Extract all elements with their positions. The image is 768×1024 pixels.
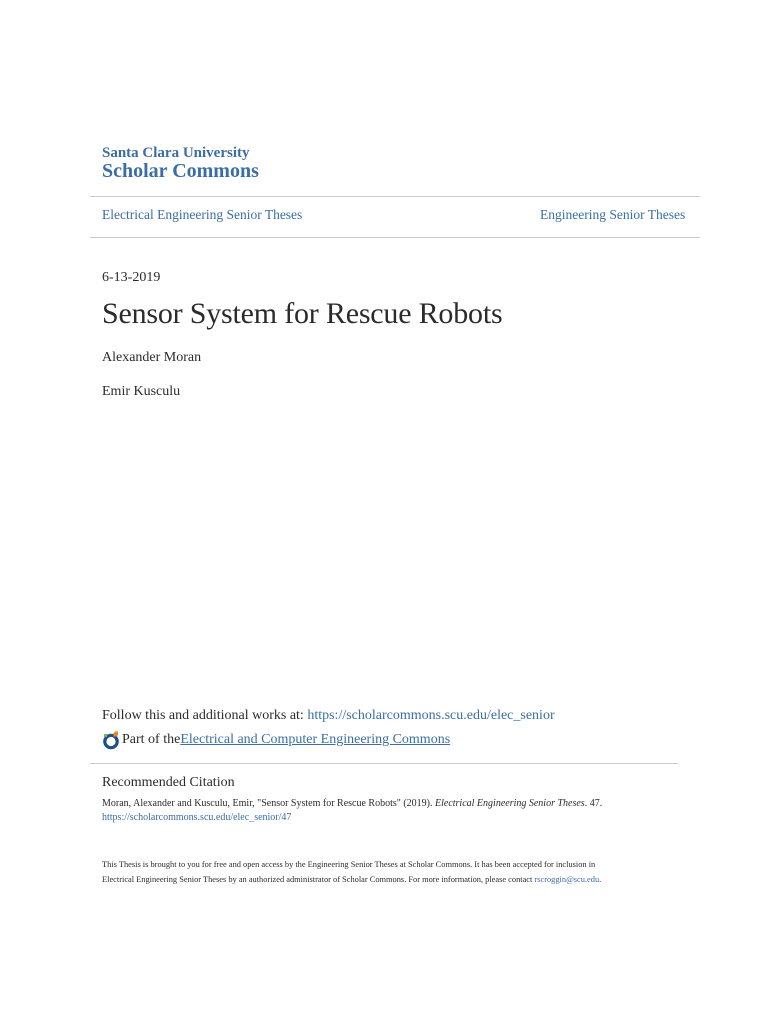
divider-citation (90, 763, 678, 764)
divider-top (90, 196, 700, 197)
series-link-elec[interactable]: Electrical Engineering Senior Theses (102, 207, 303, 222)
notice-line-1: This Thesis is brought to you for free and open access by the Engineering Senior Theses at Scholar Commons. It has been accepted for inclusion in (102, 860, 596, 869)
notice-line-2: Electrical Engineering Senior Theses by an authorized administrator of Scholar Commons. For more information, please contact (102, 875, 535, 884)
publication-date: 6-13-2019 (102, 270, 161, 285)
part-of-prefix: Part of the (122, 732, 181, 747)
bepress-commons-icon (102, 730, 120, 750)
citation-heading: Recommended Citation (102, 775, 235, 790)
part-of-line (102, 730, 450, 750)
commons-discipline-link[interactable]: Electrical and Computer Engineering Commons (180, 732, 451, 747)
follow-prefix: Follow this and additional works at: (102, 708, 308, 723)
citation-block (102, 797, 692, 825)
series-link-eng[interactable]: Engineering Senior Theses (540, 207, 686, 222)
repository-name[interactable]: Scholar Commons (102, 160, 259, 182)
follow-line (102, 708, 555, 724)
author-1: Alexander Moran (102, 350, 202, 365)
contact-email-link[interactable]: rscroggin@scu.edu (534, 875, 600, 884)
citation-url-link[interactable]: https://scholarcommons.scu.edu/elec_senior/47 (102, 812, 292, 823)
document-title: Sensor System for Rescue Robots (102, 297, 503, 330)
author-2: Emir Kusculu (102, 384, 181, 399)
citation-number: . 47. (584, 798, 603, 809)
divider-series (90, 237, 700, 238)
notice-end: . (599, 875, 602, 884)
university-name: Santa Clara University (102, 145, 250, 161)
follow-url-link[interactable]: https://scholarcommons.scu.edu/elec_senior (307, 708, 555, 723)
citation-text: Moran, Alexander and Kusculu, Emir, "Sensor System for Rescue Robots" (2019). (102, 798, 435, 809)
access-notice (102, 857, 672, 887)
citation-journal: Electrical Engineering Senior Theses (435, 798, 585, 809)
